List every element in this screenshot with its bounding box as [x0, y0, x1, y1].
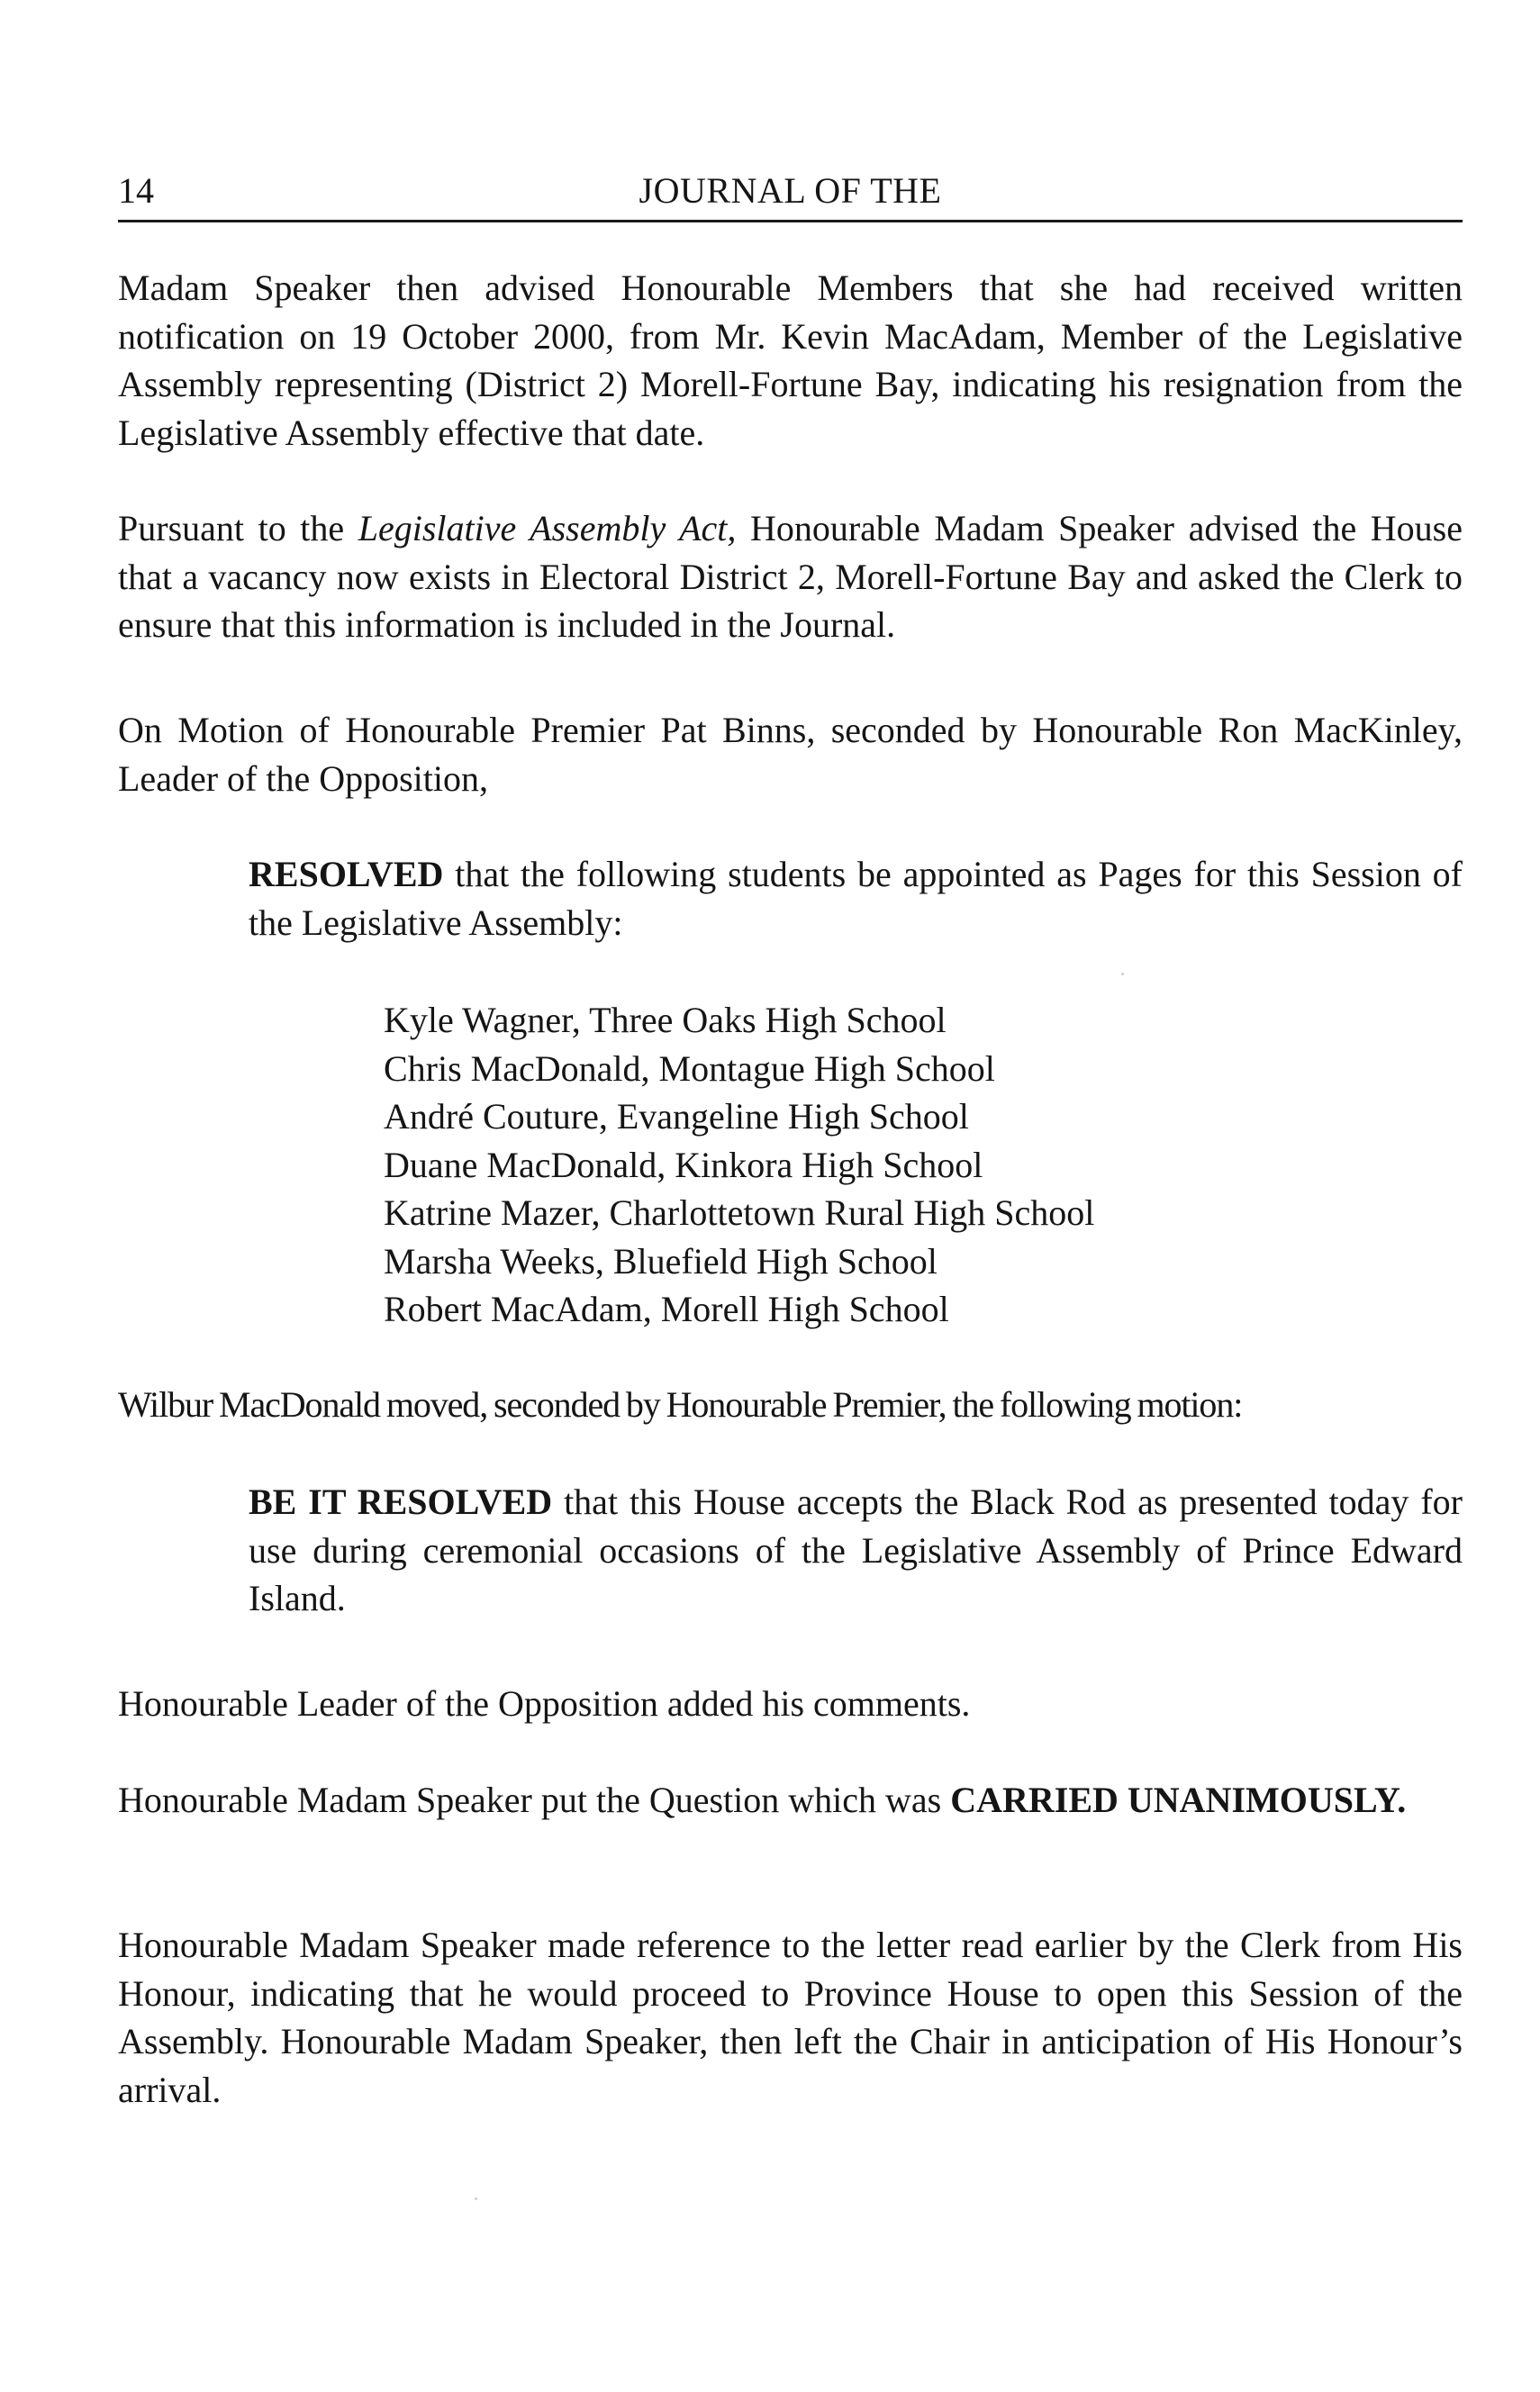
vacancy-rest-text: Honourable Madam Speaker advised the House that a vacancy now exists in Electoral District 2, Morell-Fortune Bay and asked the Clerk to ensure that this information is included in the Journal. — [118, 508, 1463, 645]
list-item: Duane MacDonald, Kinkora High School — [384, 1144, 983, 1185]
resolution-pages — [249, 850, 1463, 947]
paper-speck — [1121, 973, 1124, 975]
journal-title: JOURNAL OF THE — [639, 170, 942, 211]
page-number: 14 — [118, 170, 154, 211]
list-item: Robert MacAdam, Morell High School — [384, 1289, 949, 1329]
paragraph-vacancy — [118, 504, 1463, 649]
vacancy-lead-text: Pursuant to the — [118, 508, 358, 548]
running-header — [118, 169, 1463, 222]
pages-list — [384, 996, 1374, 1334]
paragraph-resignation-notice: Madam Speaker then advised Honourable Members that she had received written notification on 19 October 2000, from Mr. Kevin MacAdam, Member of the Legislative Assembly representing (District 2) Morell-Fortune Bay, indicating his resignation from the Legislative Assembly effective that date. — [118, 267, 1463, 453]
paragraph-question-carried — [118, 1776, 1463, 1825]
list-item: Chris MacDonald, Montague High School — [384, 1047, 995, 1089]
carried-unanimously: CARRIED UNANIMOUSLY. — [950, 1780, 1407, 1820]
paper-speck — [475, 2197, 477, 2200]
legislative-assembly-act: Legislative Assembly Act, — [358, 508, 737, 548]
resolved-keyword: RESOLVED — [249, 854, 444, 894]
paragraph-black-rod-motion: Wilbur MacDonald moved, seconded by Honourable Premier, the following motion: — [118, 1384, 1243, 1425]
resolution-black-rod-text: that this House accepts the Black Rod as presented today for use during ceremonial occasions of the Legislative Assembly of Prince Edward Island. — [249, 1481, 1463, 1618]
paragraph-motion-pages: On Motion of Honourable Premier Pat Binns, seconded by Honourable Ron MacKinley, Leader of the Opposition, — [118, 710, 1463, 799]
list-item: Marsha Weeks, Bluefield High School — [384, 1240, 938, 1282]
paragraph-speaker-left-chair: Honourable Madam Speaker made reference to the letter read earlier by the Clerk from His Honour, indicating that he would proceed to Province House to open this Session of the Assembly. Honourable Madam Speaker, then left the Chair in anticipation of His Honour’s arrival. — [118, 1925, 1463, 2110]
list-item: Katrine Mazer, Charlottetown Rural High School — [384, 1192, 1095, 1233]
resolution-black-rod — [249, 1478, 1463, 1623]
list-item: Kyle Wagner, Three Oaks High School — [384, 1000, 947, 1040]
question-text: Honourable Madam Speaker put the Question which was — [118, 1780, 951, 1820]
resolution-pages-text: that the following students be appointed as Pages for this Session of the Legislative Assembly: — [249, 854, 1463, 943]
be-it-resolved-keyword: BE IT RESOLVED — [249, 1481, 553, 1522]
list-item: André Couture, Evangeline High School — [384, 1096, 969, 1137]
paragraph-opposition-comments: Honourable Leader of the Opposition added his comments. — [118, 1683, 971, 1724]
